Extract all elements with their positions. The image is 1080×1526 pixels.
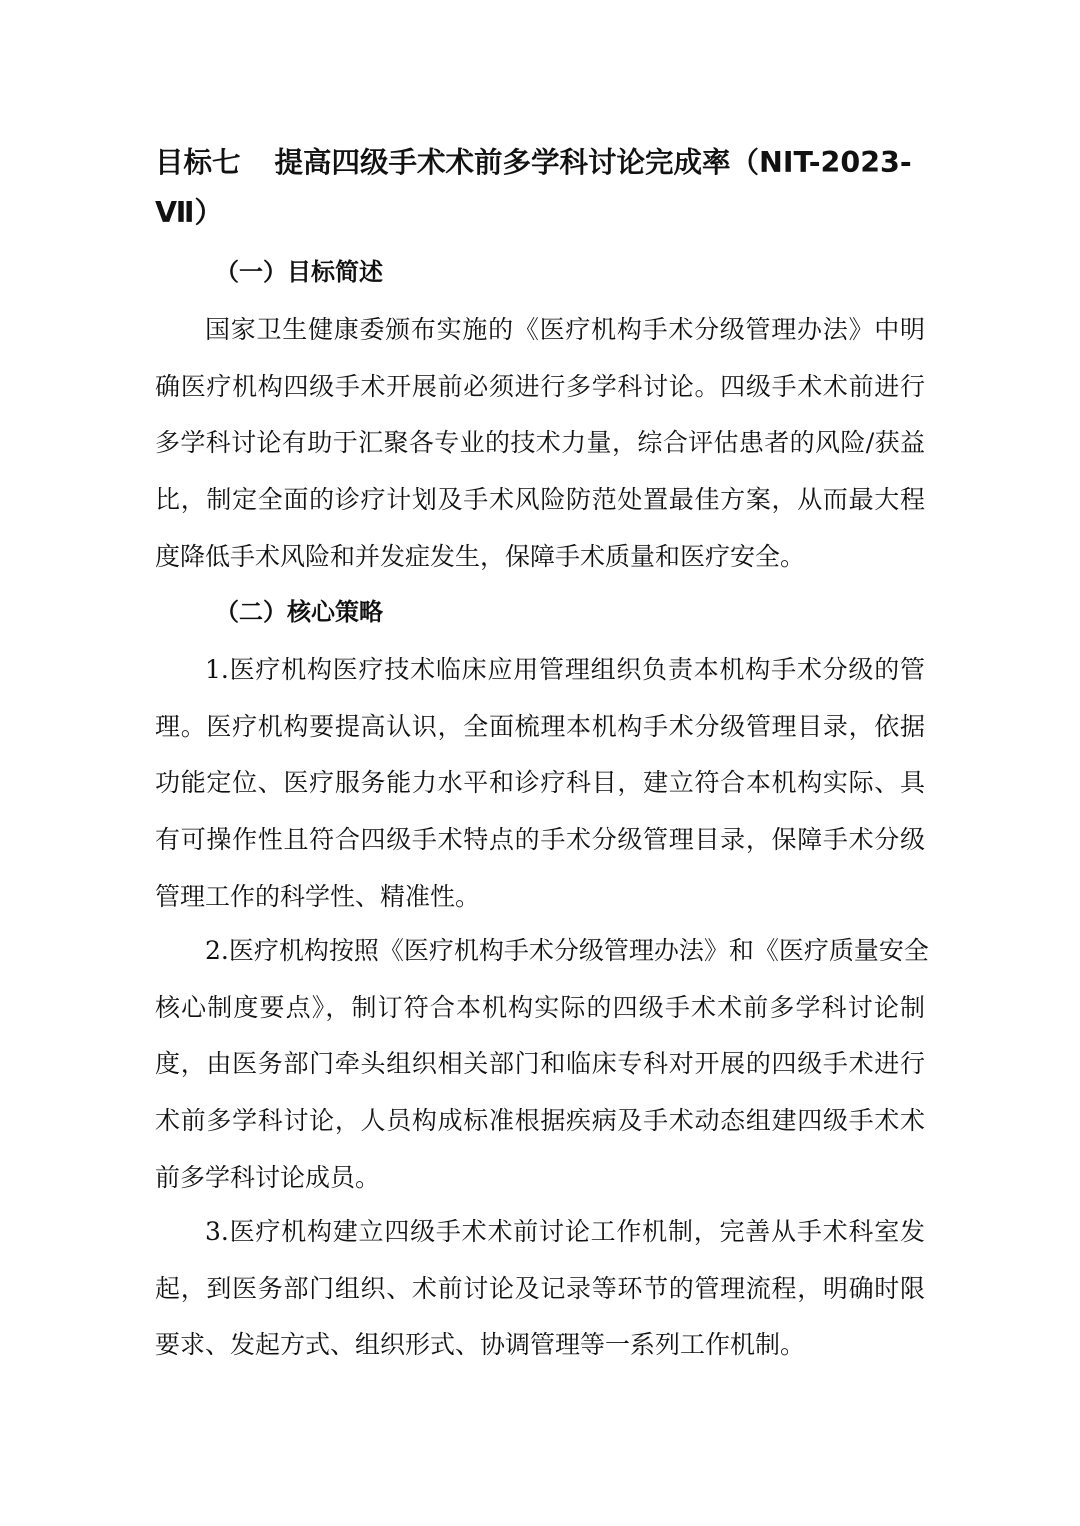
text-line: 比，制定全面的诊疗计划及手术风险防范处置最佳方案，从而最大程 (155, 485, 925, 515)
title-text-continued: Ⅶ） (155, 196, 223, 229)
paragraph-strategy-1 (155, 642, 925, 925)
text-line: 核心制度要点》，制订符合本机构实际的四级手术术前多学科讨论制 (155, 992, 925, 1022)
text-line: 理。医疗机构要提高认识，全面梳理本机构手术分级管理目录，依据 (155, 711, 925, 741)
section-heading-2: （二）核心策略 (215, 597, 383, 626)
text-line: 度降低手术风险和并发症发生，保障手术质量和医疗安全。 (155, 541, 806, 571)
text-line: 2.医疗机构按照《医疗机构手术分级管理办法》和《医疗质量安全 (205, 936, 929, 965)
title-text: 提高四级手术术前多学科讨论完成率（NIT-2023- (274, 146, 912, 179)
text-line: 术前多学科讨论，人员构成标准根据疾病及手术动态组建四级手术术 (155, 1106, 925, 1136)
text-line: 要求、发起方式、组织形式、协调管理等一系列工作机制。 (155, 1330, 806, 1360)
document-title (155, 138, 930, 238)
text-line: 1.医疗机构医疗技术临床应用管理组织负责本机构手术分级的管 (205, 655, 925, 684)
paragraph-overview (155, 302, 925, 585)
paragraph-strategy-2 (155, 923, 929, 1206)
text-line: 多学科讨论有助于汇聚各专业的技术力量，综合评估患者的风险/获益 (155, 428, 925, 458)
text-line: 确医疗机构四级手术开展前必须进行多学科讨论。四级手术术前进行 (155, 371, 925, 401)
text-line: 起，到医务部门组织、术前讨论及记录等环节的管理流程，明确时限 (155, 1273, 925, 1303)
text-line: 度，由医务部门牵头组织相关部门和临床专科对开展的四级手术进行 (155, 1049, 925, 1079)
title-label: 目标七 (155, 146, 241, 179)
section-heading-1: （一）目标简述 (215, 257, 383, 286)
text-line: 有可操作性且符合四级手术特点的手术分级管理目录，保障手术分级 (155, 825, 925, 855)
text-line: 3.医疗机构建立四级手术术前讨论工作机制，完善从手术科室发 (205, 1217, 925, 1246)
text-line: 国家卫生健康委颁布实施的《医疗机构手术分级管理办法》中明 (205, 315, 925, 344)
text-line: 前多学科讨论成员。 (155, 1162, 381, 1192)
paragraph-strategy-3 (155, 1204, 925, 1374)
text-line: 管理工作的科学性、精准性。 (155, 881, 481, 911)
text-line: 功能定位、医疗服务能力水平和诊疗科目，建立符合本机构实际、具 (155, 768, 925, 798)
